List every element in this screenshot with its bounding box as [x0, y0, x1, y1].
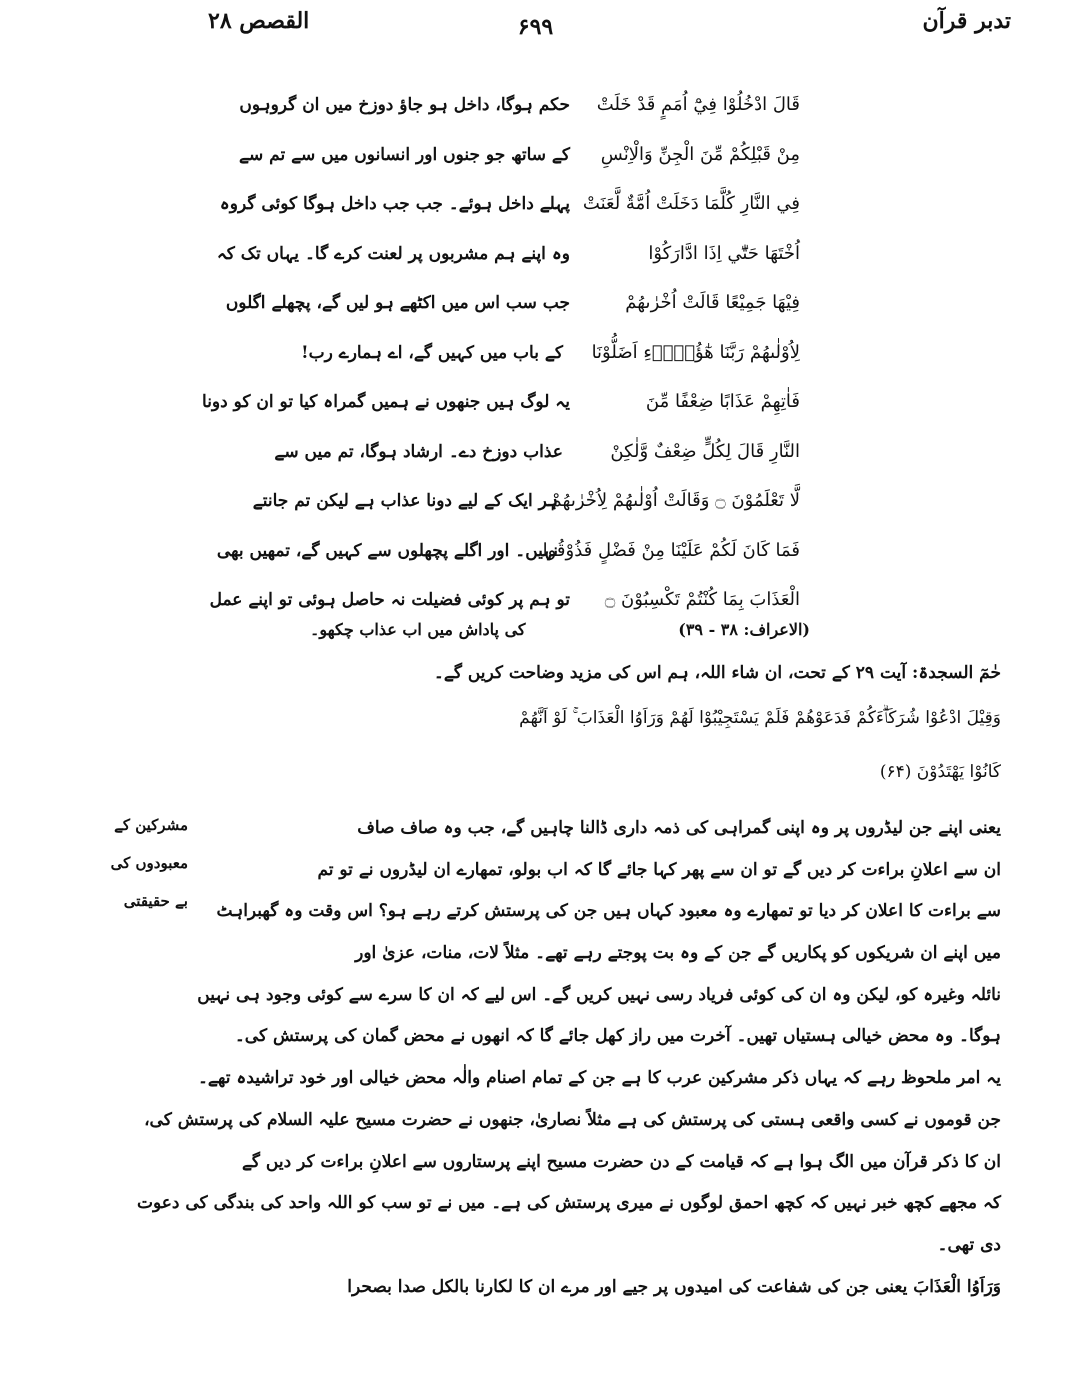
- urdu-translation: کے باب میں کہیں گے، اے ہمارے رب!: [301, 342, 563, 363]
- urdu-translation: جب سب اس میں اکٹھے ہو لیں گے، پچھلے اگلوں: [225, 293, 570, 314]
- urdu-translation: ہر ایک کے لیے دونا عذاب ہے لیکن تم جانتے: [252, 491, 558, 512]
- commentary-line: یعنی اپنے جن لیڈروں پر وہ اپنی گمراہی کی ذمہ داری ڈالنا چاہیں گے، جب وہ صاف صاف: [357, 818, 1001, 838]
- margin-heading-line: معبودوں کی: [110, 854, 188, 872]
- verse-line: [240, 130, 800, 180]
- arabic-verse: لَّا تَعْلَمُوْنَ ۝ وَقَالَتْ اُوْلٰىهُمْ لِاُخْرٰىهُمْ: [550, 490, 800, 512]
- verse-line: [225, 278, 800, 328]
- commentary-line: میں اپنے ان شریکوں کو پکاریں گے جن کے وہ بت پوجتے رہے تھے۔ مثلاً لات، منات، عزیٰ اور: [355, 943, 1001, 964]
- arabic-verse: قَالَ ادْخُلُوْا فِيْٓ اُمَمٍ قَدْ خَلَتْ: [596, 94, 800, 116]
- urdu-translation: تو ہم پر کوئی فضیلت نہ حاصل ہوئی تو اپنے عمل: [209, 590, 570, 611]
- commentary-line: نائلہ وغیرہ کو، لیکن وہ ان کی کوئی فریاد رسی نہیں کریں گے۔ اس لیے کہ ان کا سرے سے کوئی وجود ہی نہیں: [197, 984, 1001, 1005]
- urdu-translation: حکم ہوگا، داخل ہو جاؤ دوزخ میں ان گروہوں: [239, 95, 570, 116]
- verse-line: [216, 526, 800, 576]
- urdu-translation: کے ساتھ جو جنوں اور انسانوں میں سے تم سے: [239, 144, 570, 165]
- commentary-line: سے براءت کا اعلان کر دیا تو تمھارے وہ معبود کہاں ہیں جن کی پرستش کرتے رہے ہو؟ اس وقت وہ گھبراہٹ: [216, 901, 1001, 922]
- arabic-verse: فَاٰتِهِمْ عَذَابًا ضِعْفًا مِّنَ: [645, 391, 800, 413]
- verse-line: [240, 328, 800, 378]
- arabic-verse: فِي النَّارِ كُلَّمَا دَخَلَتْ اُمَّةٌ لَّعَنَتْ: [582, 193, 800, 215]
- page-number: ۶۹۹: [517, 14, 554, 40]
- ayah-line-2: كَانُوْا يَهْتَدُوْنَ (۶۴): [879, 762, 1001, 782]
- reference-line: [310, 620, 810, 639]
- commentary-line: یہ امر ملحوظ رہے کہ یہاں ذکر مشرکین عرب کا ہے جن کے تمام اصنام والٰہ محض خیالی اور خود تراشیدہ تھے۔: [197, 1068, 1001, 1089]
- arabic-verse: فِيْهَا جَمِيْعًا قَالَتْ اُخْرٰىهُمْ: [625, 292, 800, 314]
- commentary-line: جن قوموں نے کسی واقعی ہستی کی پرستش کی ہے مثلاً نصاریٰ، جنھوں نے حضرت مسیح علیہ السلام کی پرستش کی،: [144, 1109, 1001, 1130]
- urdu-translation: عذاب دوزخ دے۔ ارشاد ہوگا، تم میں سے: [274, 441, 563, 462]
- surah-label: القصص ۲۸: [208, 8, 310, 34]
- verse-line: [209, 575, 800, 625]
- cross-reference-note: حٰمٓ السجدۃ: آیت ۲۹ کے تحت، ان شاء اللہ، ہم اس کی مزید وضاحت کریں گے۔: [433, 663, 1001, 683]
- arabic-verse: اُخْتَهَا حَتّٰٓي اِذَا ادَّارَكُوْا: [648, 242, 800, 264]
- verse-line: [240, 80, 800, 130]
- verse-line: [240, 427, 800, 477]
- margin-heading-line: بے حقیقتی: [123, 892, 188, 910]
- arabic-verse: فَمَا كَانَ لَكُمْ عَلَيْنَا مِنْ فَضْلٍ فَذُوْقُوا: [542, 539, 800, 561]
- arabic-verse: لِاُوْلٰىهُمْ رَبَّنَا هٰٓؤُلَاۗءِ اَضَلُّوْنَا: [591, 341, 800, 363]
- commentary-line: ان کا ذکر قرآن میں الگ ہوا ہے کہ قیامت کے دن حضرت مسیح اپنے پرستاروں سے اعلانِ براءت کر دیں گے: [241, 1151, 1001, 1172]
- arabic-verse: الْعَذَابَ بِمَا كُنْتُمْ تَكْسِبُوْنَ ۝: [604, 589, 800, 611]
- commentary-line: کہ مجھے کچھ خبر نہیں کہ کچھ احمق لوگوں نے میری پرستش کی ہے۔ میں نے تو سب کو اللہ واحد کی بندگی کی دعوت: [136, 1193, 1001, 1214]
- arabic-verse: النَّارِ قَالَ لِكُلٍّ ضِعْفٌ وَّلٰكِنْ: [610, 440, 800, 462]
- commentary-line: ہوگا۔ وہ محض خیالی ہستیاں تھیں۔ آخرت میں راز کھل جائے گا کہ انھوں نے محض گمان کی پرستش کی۔: [234, 1026, 1001, 1047]
- arabic-verse: مِنْ قَبْلِكُمْ مِّنَ الْجِنِّ وَالْاِنْسِ: [600, 143, 800, 165]
- ayah-line-1: وَقِيْلَ ادْعُوْا شُرَكَاۗءَكُمْ فَدَعَوْهُمْ فَلَمْ يَسْتَجِيْبُوْا لَهُمْ وَرَاَوُا الْعَذَابَ ۚ لَوْ اَنَّهُمْ: [519, 708, 1001, 728]
- commentary-line: وَرَاَوُا الْعَذَابَ یعنی جن کی شفاعت کی امیدوں پر جیے اور مرے ان کا لکارنا بالکل صدا بصحرا: [347, 1276, 1001, 1297]
- margin-heading-line: مشرکین کے: [114, 816, 188, 834]
- commentary-line: دی تھی۔: [937, 1234, 1001, 1255]
- verse-line: [202, 377, 800, 427]
- verse-translation-block: [202, 80, 800, 625]
- verse-citation: (الاعراف: ۳۸ - ۳۹): [678, 620, 810, 639]
- urdu-translation: پہلے داخل ہوئے۔ جب جب داخل ہوگا کوئی گروہ: [219, 194, 570, 215]
- verse-line: [216, 229, 800, 279]
- commentary-line: ان سے اعلانِ براءت کر دیں گے تو ان سے پھر کہا جائے گا کہ اب بولو، تمھارے ان لیڈروں نے تو تم: [317, 859, 1001, 880]
- urdu-tail: کی پاداش میں اب عذاب چکھو۔: [310, 620, 526, 639]
- verse-line: [219, 179, 800, 229]
- urdu-translation: یہ لوگ ہیں جنھوں نے ہمیں گمراہ کیا تو ان کو دونا: [202, 392, 570, 413]
- margin-heading: [108, 806, 188, 920]
- urdu-translation: وہ اپنے ہم مشربوں پر لعنت کرے گا۔ یہاں تک کہ: [216, 243, 570, 264]
- urdu-translation: نہیں۔ اور اگلے پچھلوں سے کہیں گے، تمھیں بھی: [216, 540, 558, 561]
- verse-line: [240, 476, 800, 526]
- book-title: تدبر قرآن: [922, 8, 1011, 34]
